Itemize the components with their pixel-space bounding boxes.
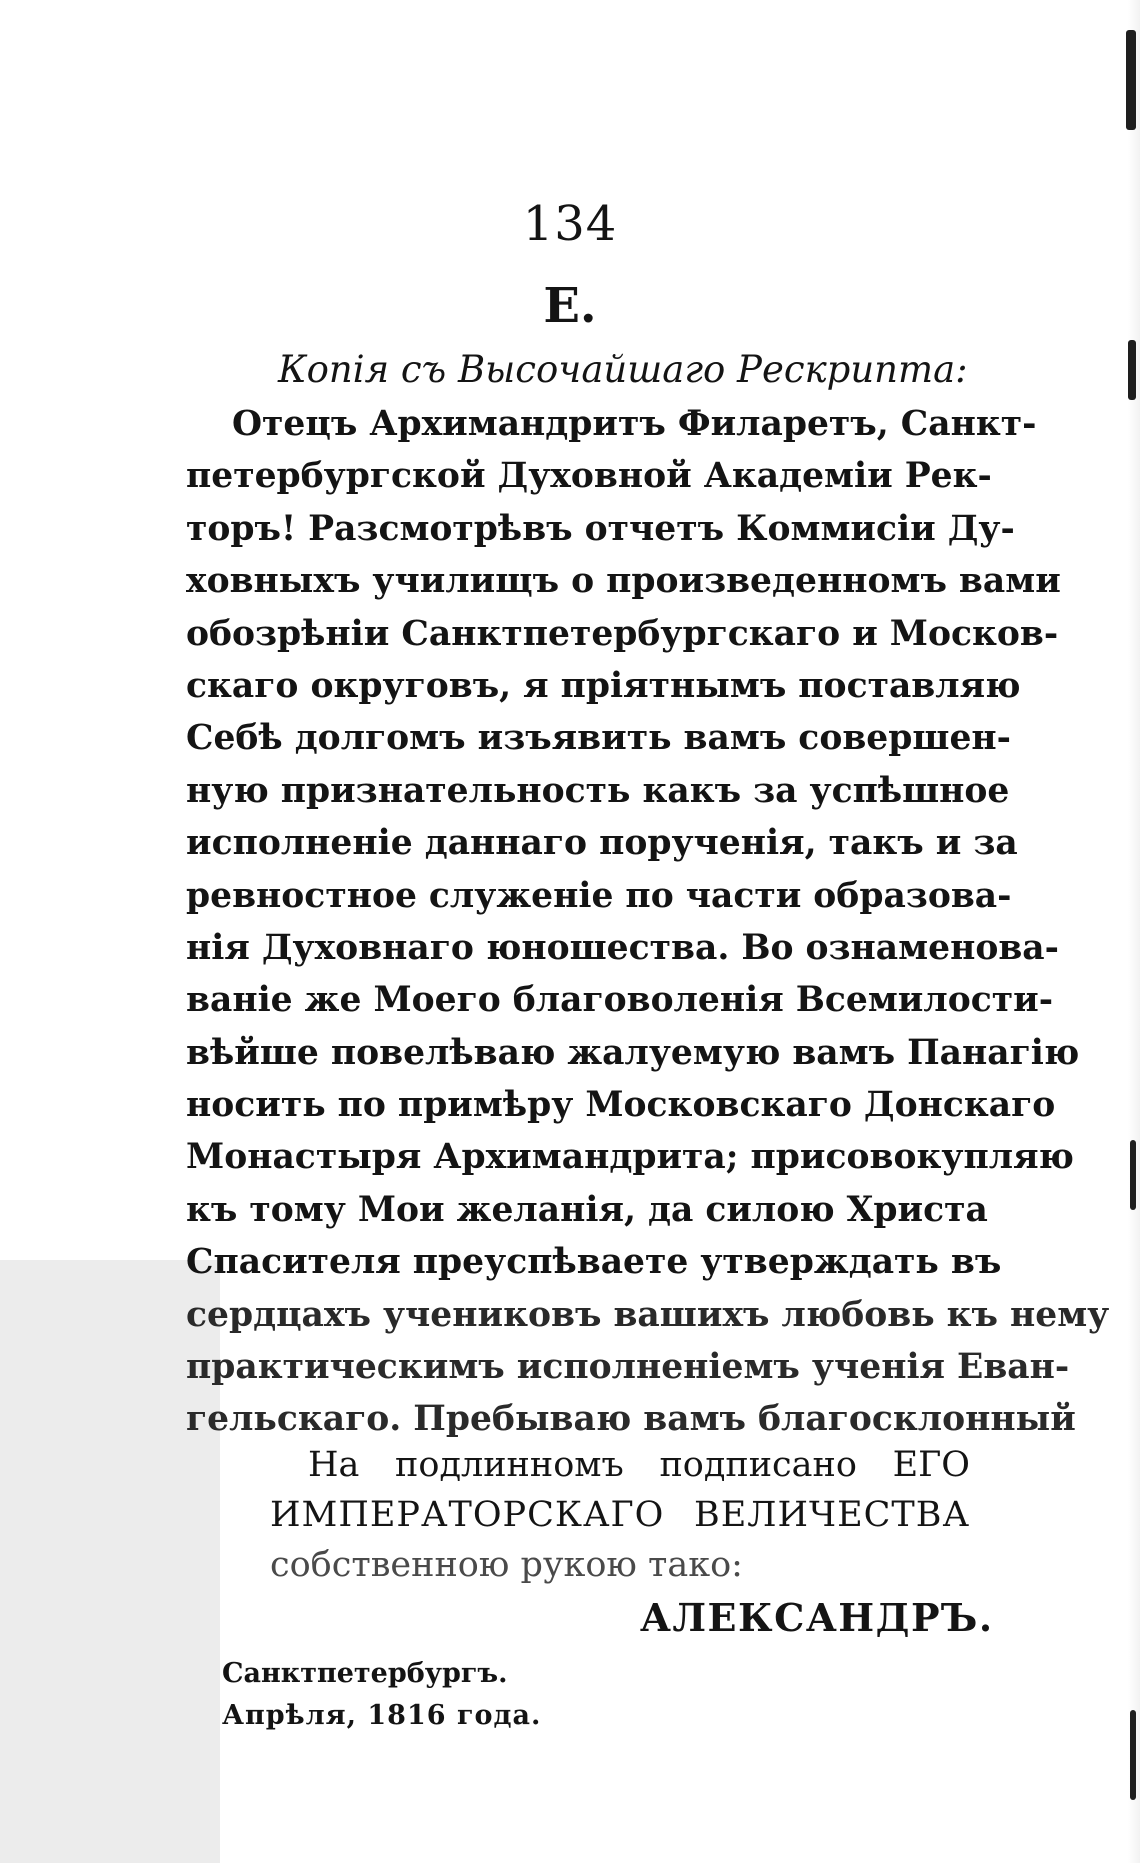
body-line: обозрѣніи Санктпетербургскаго и Москов-	[186, 613, 1059, 654]
body-line: петербургской Духовной Академіи Рек-	[186, 456, 992, 497]
signature-note-line: ИМПЕРАТОРСКАГО ВЕЛИЧЕСТВА	[270, 1495, 970, 1535]
signature-name: АЛЕКСАНДРЪ.	[640, 1595, 994, 1640]
place-line: Санктпетербургъ.	[222, 1658, 508, 1689]
body-line: ховныхъ училищъ о произведенномъ вами	[186, 561, 1061, 602]
section-letter: Е.	[543, 278, 597, 334]
body-line: носить по примѣру Московскаго Донскаго	[186, 1085, 1056, 1126]
binding-mark-middle	[1130, 1140, 1136, 1210]
body-line: Отецъ Архимандритъ Филаретъ, Санкт-	[232, 404, 1037, 444]
body-line: практическимъ исполненіемъ ученія Еван-	[186, 1347, 1070, 1388]
body-line: ваніе же Моего благоволенія Всемилости-	[186, 980, 1054, 1021]
body-line: торъ! Разсмотрѣвъ отчетъ Коммисіи Ду-	[186, 508, 1015, 549]
date-line: Апрѣля, 1816 года.	[222, 1700, 542, 1731]
signature-note-line: На подлинномъ подписано ЕГО	[308, 1445, 970, 1485]
body-line: гельскаго. Пребываю вамъ благосклонный	[186, 1399, 1076, 1440]
binding-mark-lower	[1130, 1710, 1136, 1800]
body-line: Себѣ долгомъ изъявить вамъ совершен-	[186, 718, 1011, 759]
body-line: Спасителя преуспѣваете утверждать въ	[186, 1242, 1002, 1283]
binding-mark-top	[1126, 30, 1136, 130]
page-number: 134	[522, 196, 618, 252]
signature-note	[270, 1440, 970, 1590]
body-line: скаго округовъ, я пріятнымъ поставляю	[186, 665, 1021, 706]
body-line: вѣйше повелѣваю жалуемую вамъ Панагію	[186, 1032, 1080, 1073]
rescript-body	[186, 398, 1110, 1446]
signature-note-line: собственною рукою тако:	[270, 1545, 743, 1585]
body-line: къ тому Мои желанія, да силою Христа	[186, 1189, 988, 1230]
body-line: исполненіе даннаго порученія, такъ и за	[186, 823, 1018, 864]
body-line: ную признательность какъ за успѣшное	[186, 770, 1010, 811]
binding-mark-upper	[1128, 340, 1136, 400]
document-heading: Копія съ Высочайшаго Рескрипта:	[278, 348, 968, 391]
body-line: нія Духовнаго юношества. Во ознаменова-	[186, 927, 1059, 968]
body-line: ревностное служеніе по части образова-	[186, 875, 1012, 916]
body-line: Монастыря Архимандрита; присовокупляю	[186, 1137, 1074, 1178]
body-line: сердцахъ учениковъ вашихъ любовь къ нему	[186, 1294, 1110, 1335]
